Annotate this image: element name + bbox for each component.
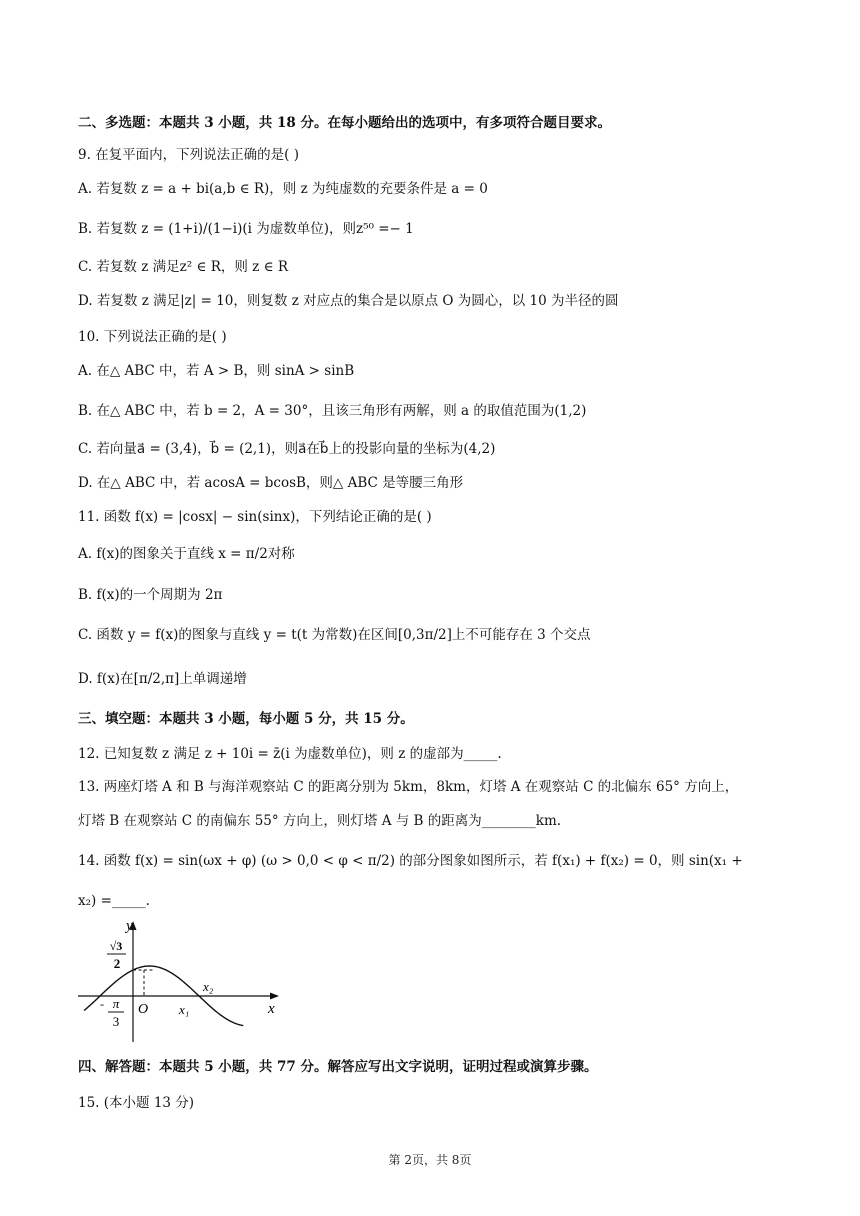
question-11-option-a: A. f(x)的图象关于直线 x = π/2对称 [78,546,295,562]
question-10-stem: 10. 下列说法正确的是( ) [78,329,227,345]
question-9-option-d: D. 若复数 z 满足|z| = 10，则复数 z 对应点的集合是以原点 O 为圆心，以 10 为半径的圆 [78,293,619,309]
question-13-line-2: 灯塔 B 在观察站 C 的南偏东 55° 方向上，则灯塔 A 与 B 的距离为________km. [78,813,562,829]
section-4-heading: 四、解答题：本题共 5 小题，共 77 分。解答应写出文字说明，证明过程或演算步骤。 [78,1059,598,1075]
question-10-option-b: B. 在△ ABC 中，若 b = 2，A = 30°，且该三角形有两解，则 a 的取值范围为(1,2) [78,403,587,419]
question-13-line-1: 13. 两座灯塔 A 和 B 与海洋观察站 C 的距离分别为 5km，8km，灯塔 A 在观察站 C 的北偏东 65° 方向上， [78,779,739,795]
x2-label: x₂ [203,979,214,994]
question-15: 15. (本小题 13 分) [78,1095,195,1111]
x-axis-arrow [270,993,279,1000]
question-14-line-2: x₂) =_____. [78,893,150,909]
x-axis-label: x [268,1001,275,1017]
question-11-option-c: C. 函数 y = f(x)的图象与直线 y = t(t 为常数)在区间[0,3π/2]上不可能存在 3 个交点 [78,627,591,643]
section-2-heading: 二、多选题：本题共 3 小题，共 18 分。在每小题给出的选项中，有多项符合题目要求。 [78,115,611,131]
question-9-option-a: A. 若复数 z = a + bi(a,b ∈ R)，则 z 为纯虚数的充要条件是 a = 0 [78,181,488,197]
section-3-heading: 三、填空题：本题共 3 小题，每小题 5 分，共 15 分。 [78,711,414,727]
page-footer: 第 2页，共 8页 [388,1153,472,1167]
x-tick-neg-sign: - [100,997,104,1011]
x1-label: x₁ [179,1002,190,1017]
sine-graph-figure [72,912,287,1047]
x-tick-neg-denominator: 3 [112,1014,120,1029]
origin-label: O [138,1002,149,1017]
question-11-stem: 11. 函数 f(x) = |cosx| − sin(sinx)，下列结论正确的是( ) [78,509,432,525]
y-tick-denominator: 2 [113,956,121,971]
question-11-option-b: B. f(x)的一个周期为 2π [78,587,223,603]
question-9-option-c: C. 若复数 z 满足z² ∈ R，则 z ∈ R [78,259,289,275]
question-14-line-1: 14. 函数 f(x) = sin(ωx + φ) (ω > 0,0 < φ < π/2) 的部分图象如图所示，若 f(x₁) + f(x₂) = 0，则 sin(x₁ + [78,853,743,869]
question-10-option-c: C. 若向量a⃗ = (3,4)，b⃗ = (2,1)，则a⃗在b⃗上的投影向量的坐标为(4,2) [78,441,496,457]
question-9-option-b: B. 若复数 z = (1+i)/(1−i)(i 为虚数单位)，则z⁵⁰ =− 1 [78,221,414,237]
y-axis-label: y [126,918,133,934]
question-9-stem: 9. 在复平面内，下列说法正确的是( ) [78,147,299,163]
question-10-option-d: D. 在△ ABC 中，若 acosA = bcosB，则△ ABC 是等腰三角形 [78,475,464,491]
question-12: 12. 已知复数 z 满足 z + 10i = z̄(i 为虚数单位)，则 z 的虚部为_____. [78,746,502,762]
question-11-option-d: D. f(x)在[π/2,π]上单调递增 [78,671,247,687]
y-tick-numerator: √3 [109,939,123,953]
x-tick-neg-numerator: π [112,996,120,1011]
question-10-option-a: A. 在△ ABC 中，若 A > B，则 sinA > sinB [78,363,355,379]
